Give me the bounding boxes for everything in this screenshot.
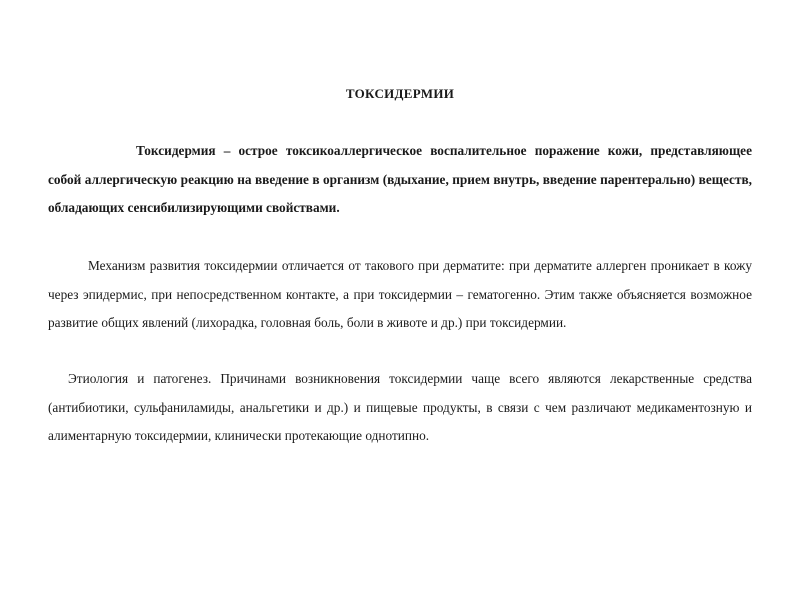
etiology-paragraph: Этиология и патогенез. Причинами возникновения токсидермии чаще всего являются лекарственные средства (антибиотики, сульфаниламиды, анальгетики и др.) и пищевые продукты, в связи с чем различают медикаментозную и алиментарную токсидермии, клинически протекающие однотипно. (48, 371, 752, 443)
definition-paragraph: Токсидермия – острое токсикоаллергическое воспалительное поражение кожи, представляющее собой аллергическую реакцию на введение в организм (вдыхание, прием внутрь, введение парентерально) веществ, обладающих сенсибилизирующими свойствами. (48, 143, 752, 215)
mechanism-paragraph: Механизм развития токсидермии отличается от такового при дерматите: при дерматите аллерген проникает в кожу через эпидермис, при непосредственном контакте, а при токсидермии – гематогенно. Этим также объясняется возможное развитие общих явлений (лихорадка, головная боль, боли в животе и др.) при токсидермии. (48, 258, 752, 330)
page-title: ТОКСИДЕРМИИ (345, 86, 455, 101)
